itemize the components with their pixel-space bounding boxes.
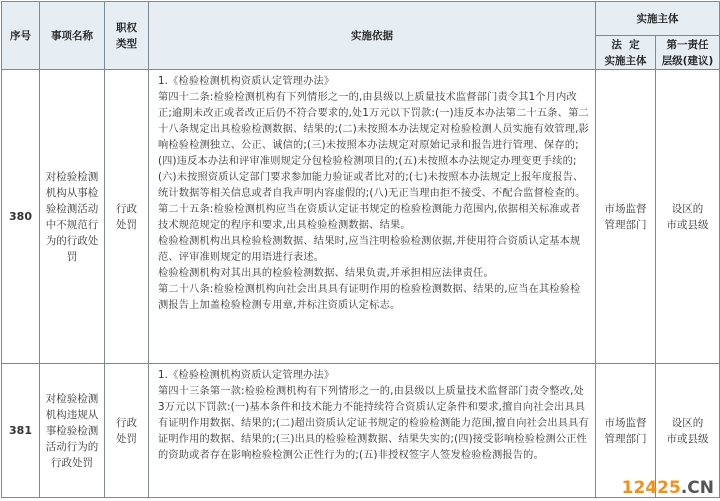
- item-name-line: 中不规范行: [45, 218, 99, 231]
- authority-type-line: 处罚: [116, 218, 137, 231]
- table-row: [2, 364, 720, 498]
- header-legal-subject-line1: 法 定: [611, 38, 640, 51]
- item-name-line: 事检验检测: [45, 424, 99, 437]
- subject-line: 管理部门: [604, 218, 647, 231]
- level-line: 设区的: [671, 416, 704, 429]
- row-item-name: [40, 364, 105, 498]
- header-seq: 序号: [2, 2, 40, 70]
- header-legal-subject: [596, 36, 656, 70]
- basis-paragraph: 检验检测机构对其出具的检验检测数据、结果负责,并承担相应法律责任。: [158, 268, 494, 279]
- level-line: 设区的: [671, 202, 704, 215]
- basis-paragraph: 第二十八条:检验检测机构向社会出具具有证明作用的检验检测数据、结果的,应当在其检验检测报告上加盖检验检测专用章,并标注资质认定标志。: [158, 284, 581, 311]
- authority-type-line: 行政: [116, 416, 137, 429]
- basis-paragraph: 检验检测机构出具检验检测数据、结果时,应当注明检验检测依据,并使用符合资质认定基本规范、评审准则规定的用语进行表述。: [158, 236, 581, 263]
- subject-line: 管理部门: [604, 432, 647, 445]
- item-name-line: 机构违规从: [45, 408, 99, 421]
- row-seq: 381: [2, 364, 40, 498]
- header-legal-subject-line2: 实施主体: [604, 54, 647, 67]
- item-name-line: 行政处罚: [51, 456, 93, 469]
- header-level-line2: 层级(建议): [661, 54, 714, 67]
- row-seq: 380: [2, 70, 40, 364]
- row-level: [656, 70, 720, 364]
- header-authority-type-line1: 职权: [116, 21, 137, 34]
- table-row: [2, 70, 720, 364]
- row-authority-type: [105, 70, 149, 364]
- header-authority-type: [105, 2, 149, 70]
- header-level-line1: 第一责任: [666, 38, 709, 51]
- basis-paragraph: 第四十三条第一款:检验检测机构有下列情形之一的,由县级以上质量技术监督部门责令整改,处3万元以下罚款:(一)基本条件和技术能力不能持续符合资质认定条件和要求,擅自向社会出具具有证明作用数据、结果的;(二)超出资质认定证书规定的检验检测能力范围,擅自向社会出具具有证明作用的数据、结果的;(三)出具的检验检测数据、结果失实的;(四)接受影响检验检测公正性的资助或者存在影响检验检测公正性行为的;(五)非授权签字人签发检验检测报告的。: [158, 386, 589, 461]
- item-name-line: 对检验检测: [45, 392, 99, 405]
- subject-line: 市场监督: [604, 416, 647, 429]
- item-name-line: 活动行为的: [45, 440, 99, 453]
- watermark-digits: 12425: [621, 478, 681, 498]
- item-name-line: 为的行政处: [45, 234, 99, 247]
- header-level: [656, 36, 720, 70]
- level-line: 市或县级: [666, 432, 709, 445]
- item-name-line: 罚: [66, 250, 78, 263]
- item-name-line: 对检验检测: [45, 170, 99, 183]
- authority-type-line: 行政: [116, 202, 137, 215]
- subject-line: 市场监督: [604, 202, 647, 215]
- basis-paragraph: 1.《检验检测机构资质认定管理办法》: [158, 370, 335, 381]
- item-name-line: 机构从事检: [45, 186, 99, 199]
- watermark-logo: [622, 478, 714, 498]
- row-authority-type: [105, 364, 149, 498]
- header-subject: 实施主体: [596, 2, 720, 36]
- basis-paragraph: 第四十二条:检验检测机构有下列情形之一的,由县级以上质量技术监督部门责令其1个月内改正;逾期未改正或者改正后仍不符合要求的,处1万元以下罚款:(一)违反本办法第二十五条、第二十八条规定出具检验检测数据、结果的;(二)未按照本办法规定对检验检测人员实施有效管理,影响检验检测独立、公正、诚信的;(三)未按照本办法规定对原始记录和报告进行管理、保存的;(四)违反本办法和评审准则规定分包检验检测项目的;(五)未按照本办法规定办理变更手续的;(六)未按照资质认定部门要求参加能力验证或者比对的;(七)未按照本办法规定上报年度报告、统计数据等相关信息或者自我声明内容虚假的;(八)无正当理由拒不接受、不配合监督检查的。: [158, 92, 589, 199]
- basis-paragraph: 第二十五条:检验检测机构应当在资质认定证书规定的检验检测能力范围内,依据相关标准或者技术规范规定的程序和要求,出具检验检测数据、结果。: [158, 204, 581, 231]
- authority-type-line: 处罚: [116, 432, 137, 445]
- row-basis: [149, 70, 596, 364]
- row-basis: [149, 364, 596, 498]
- header-basis: 实施依据: [149, 2, 596, 70]
- level-line: 市或县级: [666, 218, 709, 231]
- row-legal-subject: [596, 70, 656, 364]
- basis-paragraph: 1.《检验检测机构资质认定管理办法》: [158, 76, 335, 87]
- watermark-suffix: .CN: [680, 478, 714, 498]
- enforcement-table: [1, 1, 720, 498]
- header-item-name: 事项名称: [40, 2, 105, 70]
- header-authority-type-line2: 类型: [116, 37, 137, 50]
- item-name-line: 验检测活动: [45, 202, 99, 215]
- row-item-name: [40, 70, 105, 364]
